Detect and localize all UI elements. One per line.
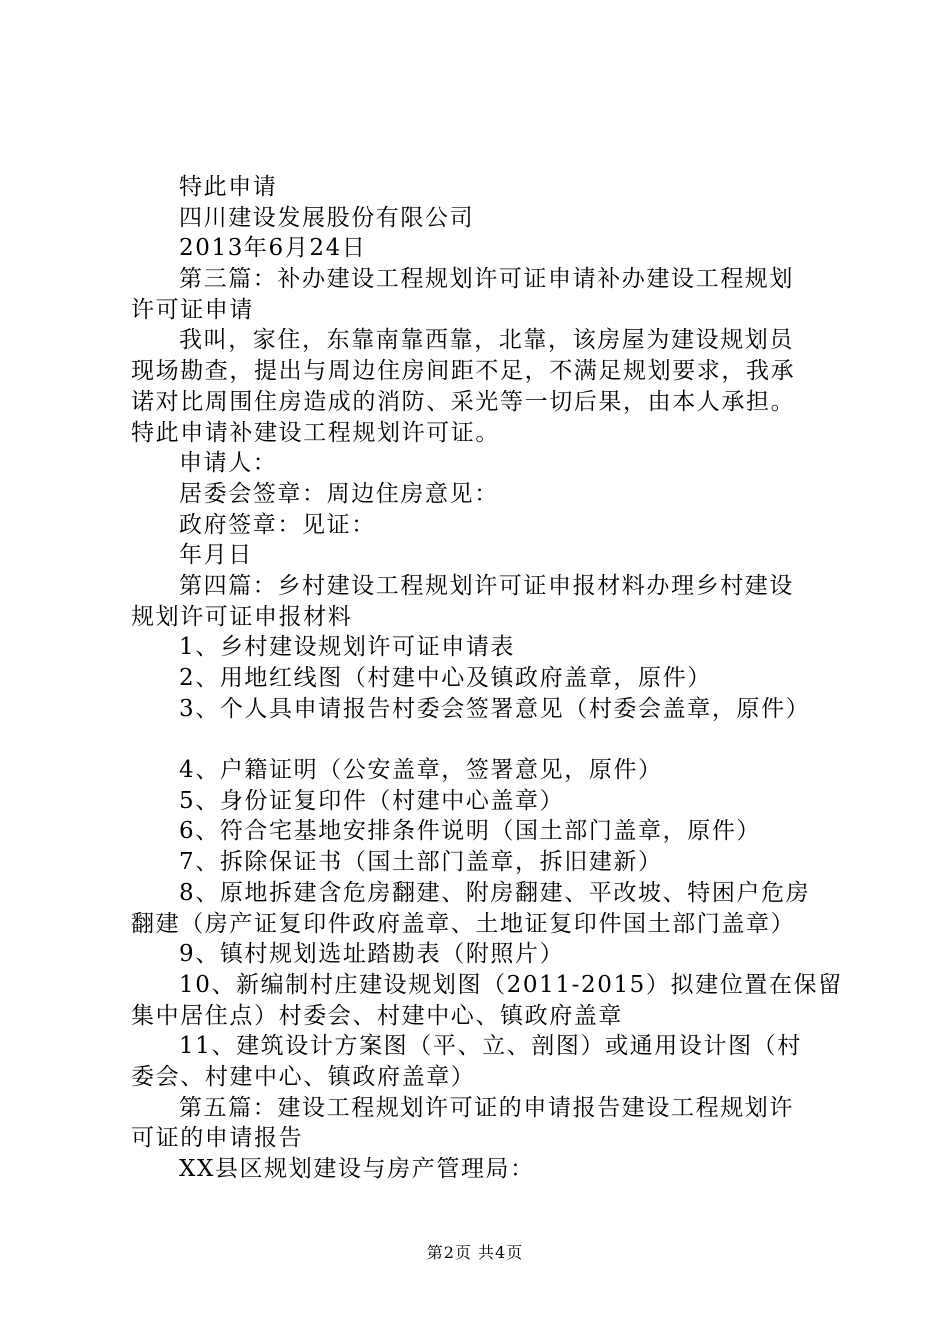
text-line: 申请人： — [179, 450, 278, 477]
text-line: 政府签章：见证： — [179, 511, 376, 538]
page-number-footer: 第2页 共4页 — [426, 1243, 524, 1262]
section-heading-cont: 可证的申请报告 — [131, 1125, 304, 1152]
section-heading: 第三篇：补办建设工程规划许可证申请补办建设工程规划 — [179, 266, 794, 293]
text-line: 诺对比周围住房造成的消防、采光等一切后果，由本人承担。 — [131, 388, 796, 415]
document-body — [131, 172, 843, 1185]
text-line: 年月日 — [179, 542, 253, 569]
list-item-cont: 集中居住点）村委会、村建中心、镇政府盖章 — [131, 1002, 623, 1029]
list-item: 11、建筑设计方案图（平、立、剖图）或通用设计图（村 — [179, 1033, 802, 1060]
section-heading-cont: 规划许可证申报材料 — [131, 603, 353, 630]
text-line: 特此申请补建设工程规划许可证。 — [131, 419, 500, 446]
list-item: 6、符合宅基地安排条件说明（国土部门盖章，原件） — [179, 818, 762, 845]
text-line: 我叫，家住，东靠南靠西靠，北靠，该房屋为建设规划员 — [179, 327, 794, 354]
section-heading: 第五篇：建设工程规划许可证的申请报告建设工程规划许 — [179, 1094, 794, 1121]
list-item: 9、镇村规划选址踏勘表（附照片） — [179, 941, 565, 968]
list-item-cont: 翻建（房产证复印件政府盖章、土地证复印件国土部门盖章） — [131, 910, 796, 937]
blank-line — [131, 724, 831, 755]
text-line: 现场勘查，提出与周边住房间距不足，不满足规划要求，我承 — [131, 358, 796, 385]
text-line: 居委会签章：周边住房意见： — [179, 480, 499, 507]
list-item: 2、用地红线图（村建中心及镇政府盖章，原件） — [179, 665, 712, 691]
section-heading: 第四篇：乡村建设工程规划许可证申报材料办理乡村建设 — [179, 572, 794, 599]
list-item: 8、原地拆建含危房翻建、附房翻建、平改坡、特困户危房 — [179, 879, 811, 906]
text-line: 四川建设发展股份有限公司 — [179, 204, 475, 231]
list-item-cont: 委会、村建中心、镇政府盖章） — [131, 1063, 476, 1090]
list-item: 10、新编制村庄建设规划图（2011-2015）拟建位置在保留 — [179, 971, 843, 998]
list-item: 1、乡村建设规划许可证申请表 — [179, 634, 516, 661]
list-item: 4、户籍证明（公安盖章，签署意见，原件） — [179, 757, 663, 784]
text-line: 特此申请 — [179, 174, 278, 200]
list-item: 5、身份证复印件（村建中心盖章） — [179, 787, 565, 814]
list-item: 7、拆除保证书（国土部门盖章，拆旧建新） — [179, 849, 663, 876]
section-heading-cont: 许可证申请 — [131, 296, 254, 323]
text-line: XX县区规划建设与房产管理局： — [179, 1156, 535, 1182]
list-item: 3、个人具申请报告村委会签署意见（村委会盖章，原件） — [179, 695, 811, 722]
text-line: 2013年6月24日 — [179, 235, 367, 262]
